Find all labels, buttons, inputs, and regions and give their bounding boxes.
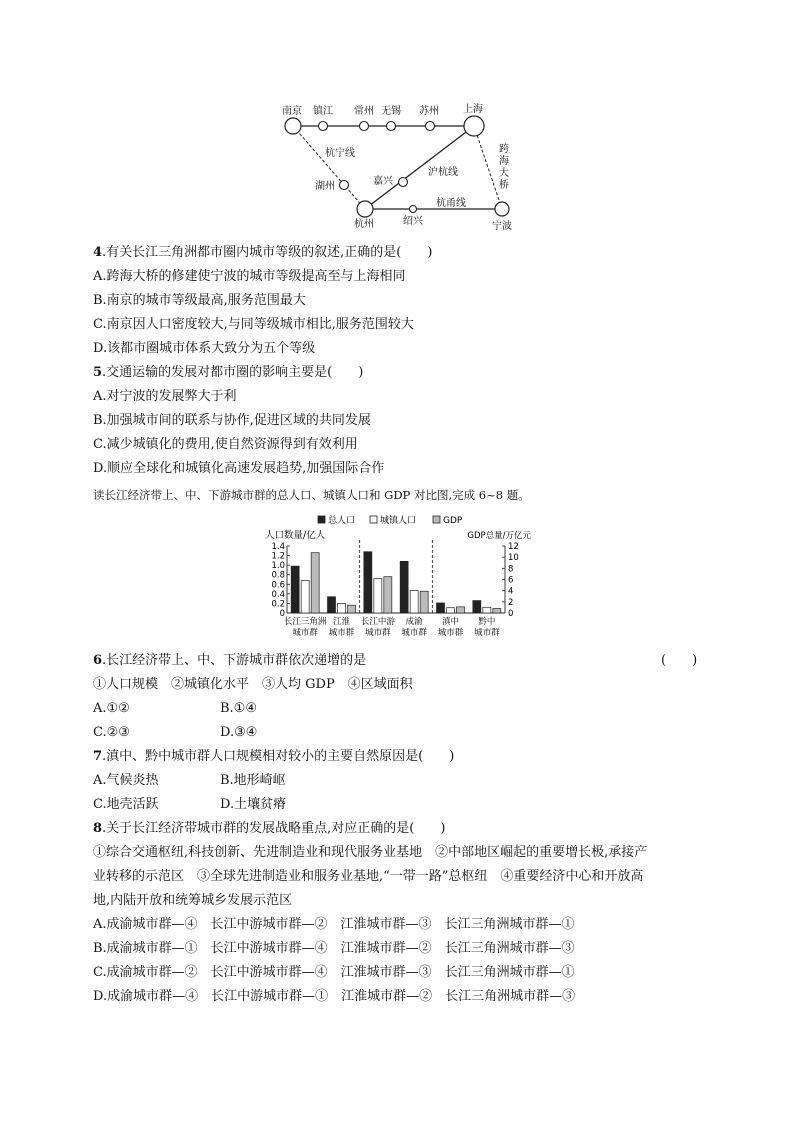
option: B.①④: [220, 701, 257, 716]
y-tick-label-right: 12: [508, 542, 519, 552]
city-node-ningbo: [495, 202, 509, 216]
option: C.成渝城市群—② 长江中游城市群—④ 江淮城市群—③ 长江三角洲城市群—①: [93, 965, 575, 980]
y-tick-label-left: 0.8: [271, 570, 285, 581]
city-node-suzhou: [426, 122, 435, 131]
bar-gdp: [311, 553, 319, 613]
bar-urban-population: [374, 579, 382, 613]
city-label: 常州: [354, 106, 374, 117]
x-category-label: 城市群: [365, 628, 391, 638]
chart-intro: 读长江经济带上、中、下游城市群的总人口、城镇人口和 GDP 对比图,完成 6~8 题。: [93, 488, 530, 502]
city-node-jiaxing: [399, 178, 408, 187]
legend-swatch: [370, 516, 377, 523]
option: D.顺应全球化和城镇化高速发展趋势,加强国际合作: [93, 461, 385, 476]
y-tick-label-right: 8: [508, 564, 514, 575]
city-node-zhenjiang: [319, 122, 328, 131]
y-tick-label-right: 4: [508, 586, 514, 597]
question-7-stem: 7.滇中、黔中城市群人口规模相对较小的主要自然原因是( ): [93, 749, 455, 764]
x-category-label: 城市群: [437, 628, 464, 638]
bridge-label: 大: [499, 168, 509, 179]
city-node-nanjing: [285, 118, 301, 134]
y-tick-label-right: 2: [508, 597, 514, 608]
y-tick-label-left: 1.4: [271, 542, 285, 552]
city-node-hangzhou: [357, 201, 373, 217]
legend-label: 总人口: [328, 516, 356, 526]
city-label: 绍兴: [403, 216, 423, 227]
x-category-label: 城市群: [328, 628, 355, 638]
legend-label: GDP: [443, 516, 463, 526]
city-node-changzhou: [360, 122, 369, 131]
option: C.地壳活跃: [93, 797, 159, 812]
bridge-label: 桥: [499, 180, 509, 191]
city-label: 上海: [463, 104, 483, 115]
y-axis-right-label: GDP总量/万亿元: [467, 531, 531, 541]
bar-gdp: [348, 605, 356, 613]
x-category-label: 江淮: [332, 617, 351, 627]
x-category-label: 城市群: [401, 628, 427, 638]
chart-legend: [318, 514, 463, 526]
question-6-stem: 6.长江经济带上、中、下游城市群依次递增的是: [93, 653, 367, 668]
option: D.成渝城市群—④ 长江中游城市群—① 江淮城市群—② 长江三角洲城市群—③: [93, 989, 576, 1004]
city-node-shaoxing: [410, 206, 417, 213]
x-category-label: 城市群: [292, 628, 318, 638]
bar-total-population: [400, 561, 408, 613]
bar-urban-population: [301, 580, 309, 613]
city-label: 嘉兴: [373, 176, 393, 187]
x-category-label: 黔中: [478, 617, 496, 627]
question-6-items: ①人口规模 ②城镇化水平 ③人均 GDP ④区域面积: [93, 677, 413, 692]
bridge-label: 海: [499, 156, 509, 167]
y-tick-label-right: 0: [508, 609, 514, 619]
option: B.地形崎岖: [220, 773, 286, 788]
bar-gdp: [457, 607, 465, 613]
city-label: 镇江: [313, 106, 333, 117]
bar-urban-population: [483, 607, 491, 613]
option: A.①②: [93, 701, 130, 716]
y-tick-label-right: 10: [508, 553, 519, 564]
y-tick-label-left: 0.6: [271, 580, 285, 591]
line-label: 杭甬线: [436, 198, 466, 209]
legend-swatch: [433, 516, 440, 523]
y-tick-label-left: 1.0: [271, 561, 285, 572]
option: B.加强城市间的联系与协作,促进区域的共同发展: [93, 413, 371, 428]
city-label: 无锡: [381, 106, 401, 117]
bar-total-population: [291, 566, 299, 613]
city-label: 苏州: [419, 106, 439, 117]
bar-total-population: [328, 597, 336, 613]
y-tick-label-left: 0: [279, 609, 285, 619]
y-axis-left-label: 人口数量/亿人: [265, 530, 326, 541]
option: A.对宁波的发展弊大于利: [93, 389, 237, 404]
option: D.土壤贫瘠: [220, 797, 287, 812]
city-label: 宁波: [492, 221, 512, 232]
bar-total-population: [437, 603, 445, 613]
option: D.③④: [220, 725, 258, 740]
x-category-label: 长江三角洲: [283, 617, 327, 627]
question-8-desc: ①综合交通枢纽,科技创新、先进制造业和现代服务业基地 ②中部地区崛起的重要增长极,承接产: [93, 845, 648, 860]
option: A.气候炎热: [93, 773, 159, 788]
question-4-stem: 4.有关长江三角洲都市圈内城市等级的叙述,正确的是( ): [93, 245, 433, 260]
y-tick-label-left: 0.2: [271, 599, 285, 610]
option: D.该都市圈城市体系大致分为五个等级: [93, 341, 316, 356]
city-network-map: [270, 98, 530, 238]
bar-gdp: [384, 577, 392, 613]
city-node-shanghai: [464, 116, 484, 136]
city-label: 杭州: [354, 219, 374, 230]
option: C.南京因人口密度较大,与同等级城市相比,服务范围较大: [93, 317, 414, 332]
y-tick-label-left: 0.4: [271, 589, 285, 600]
x-category-label: 城市群: [474, 628, 500, 638]
bar-gdp: [420, 591, 428, 613]
option: C.减少城镇化的费用,使自然资源得到有效利用: [93, 437, 358, 452]
x-category-label: 成渝: [405, 617, 423, 627]
bar-urban-population: [338, 603, 346, 613]
bar-chart: [258, 510, 538, 642]
line-label: 杭宁线: [325, 148, 355, 159]
x-category-label: 长江中游: [360, 617, 395, 627]
question-8-desc: 地,内陆开放和统筹城乡发展示范区: [93, 893, 293, 908]
option: A.成渝城市群—④ 长江中游城市群—② 江淮城市群—③ 长江三角洲城市群—①: [93, 917, 575, 932]
question-5-stem: 5.交通运输的发展对都市圈的影响主要是( ): [93, 365, 364, 380]
x-category-label: 滇中: [441, 617, 460, 627]
line-label: 沪杭线: [428, 167, 458, 178]
option: A.跨海大桥的修建使宁波的城市等级提高至与上海相同: [93, 269, 406, 284]
bridge-label: 跨: [499, 144, 509, 155]
y-tick-label-right: 6: [508, 575, 514, 586]
option: B.成渝城市群—① 长江中游城市群—④ 江淮城市群—② 长江三角洲城市群—③: [93, 941, 575, 956]
bar-gdp: [493, 609, 501, 613]
question-8-stem: 8.关于长江经济带城市群的发展战略重点,对应正确的是( ): [93, 821, 446, 836]
legend-swatch: [318, 516, 325, 523]
city-label: 南京: [282, 106, 302, 117]
city-node-huzhou: [340, 181, 349, 190]
city-node-wuxi: [387, 122, 396, 131]
option: B.南京的城市等级最高,服务范围最大: [93, 293, 306, 308]
bar-urban-population: [447, 608, 455, 613]
legend-label: 城镇人口: [380, 516, 417, 526]
bar-total-population: [364, 552, 372, 613]
city-label: 湖州: [315, 181, 335, 192]
question-8-desc: 业转移的示范区 ③全球先进制造业和服务业基地,“一带一路”总枢纽 ④重要经济中心和开放高: [93, 869, 644, 884]
option: C.②③: [93, 725, 130, 740]
bar-total-population: [473, 601, 481, 613]
answer-bracket: ( ): [661, 653, 698, 668]
bar-urban-population: [410, 591, 418, 613]
y-tick-label-left: 1.2: [271, 551, 285, 562]
